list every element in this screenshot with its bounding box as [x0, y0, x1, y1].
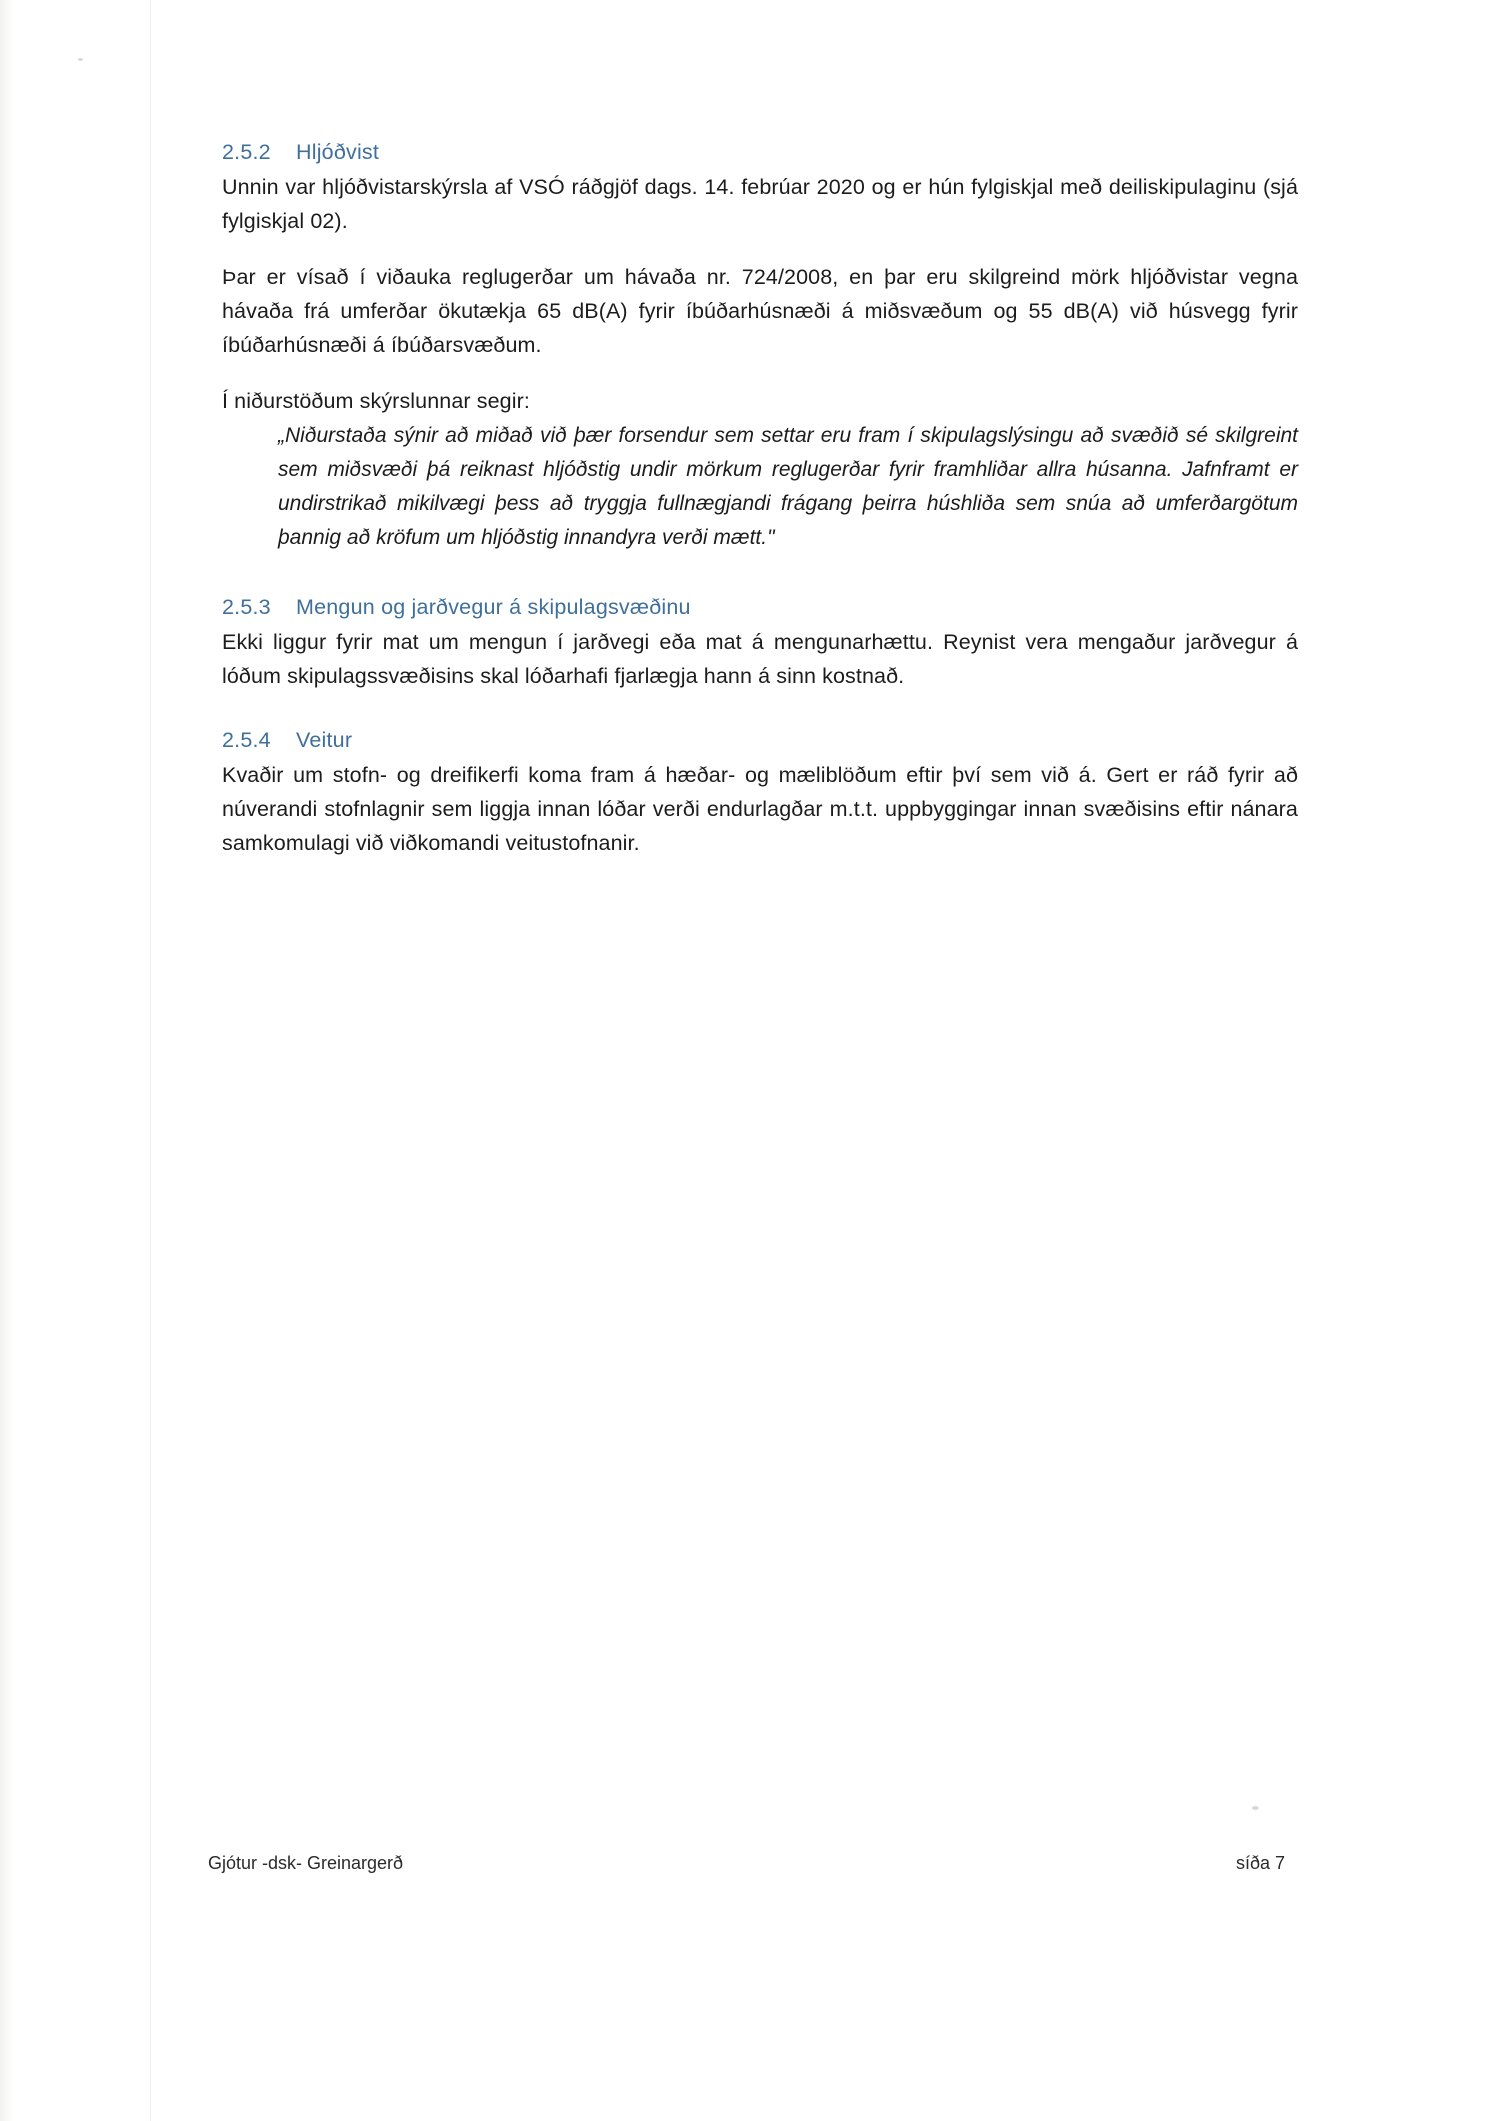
section-title: Mengun og jarðvegur á skipulagsvæðinu — [296, 594, 691, 619]
scan-speck-artifact — [78, 58, 83, 61]
footer-document-title: Gjótur -dsk- Greinargerð — [208, 1853, 404, 1873]
spacer — [222, 698, 1298, 728]
section-heading-2-5-2 — [222, 140, 1298, 165]
spacer — [222, 243, 1298, 261]
footer-page-number: síða 7 — [1235, 1853, 1285, 1873]
section-number: 2.5.2 — [222, 140, 271, 164]
page-footer — [208, 1853, 1285, 1874]
section-number: 2.5.4 — [222, 727, 271, 752]
spacer — [222, 367, 1298, 385]
paragraph: Unnin var hljóðvistarskýrsla af VSÓ ráðgjöf dags. 14. febrúar 2020 og er hún fylgiskjal með deiliskipulaginu (sjá fylgiskjal 02). — [222, 175, 1298, 233]
paragraph: Ekki liggur fyrir mat um mengun í jarðvegi eða mat á mengunarhættu. Reynist vera mengaður jarðvegur á lóðum skipulagssvæðisins skal lóðarhafi fjarlægja hann á sinn kostnað. — [222, 629, 1298, 688]
paragraph: Þar er vísað í viðauka reglugerðar um hávaða nr. 724/2008, en þar eru skilgreind mörk hljóðvistar vegna hávaða frá umferðar ökutækja 65 dB(A) fyrir íbúðarhúsnæði á miðsvæðum og 55 dB(A) við húsvegg fyrir íbúðarhúsnæði á íbúðarsvæðum. — [222, 264, 1298, 357]
scan-speck-artifact — [1252, 1806, 1259, 1810]
section-title: Veitur — [296, 727, 353, 752]
section-heading-2-5-3 — [222, 595, 1298, 620]
spacer — [222, 555, 1298, 595]
blockquote-report-conclusion: „Niðurstaða sýnir að miðað við þær forsendur sem settar eru fram í skipulagslýsingu að svæðið sé skilgreint sem miðsvæði þá reiknast hljóðstig undir mörkum reglugerðar fyrir framhliðar allra húsanna. Jafnframt er undirstrikað mikilvægi þess að tryggja fullnægjandi frágang þeirra húshliða sem snúa að umferðargötum þannig að kröfum um hljóðstig innandyra verði mætt." — [278, 423, 1298, 549]
document-body — [222, 140, 1298, 865]
paragraph: Í niðurstöðum skýrslunnar segir: — [222, 388, 530, 413]
scan-edge-artifact — [0, 0, 14, 2121]
section-heading-2-5-4 — [222, 728, 1298, 753]
section-number: 2.5.3 — [222, 594, 271, 619]
paragraph: Kvaðir um stofn- og dreifikerfi koma fram á hæðar- og mæliblöðum eftir því sem við á. Gert er ráð fyrir að núverandi stofnlagnir sem liggja innan lóðar verði endurlagðar m.t.t. uppbyggingar innan svæðisins eftir nánara samkomulagi við viðkomandi veitustofnanir. — [222, 762, 1298, 855]
scan-line-artifact — [150, 0, 151, 2121]
section-title: Hljóðvist — [296, 140, 380, 164]
